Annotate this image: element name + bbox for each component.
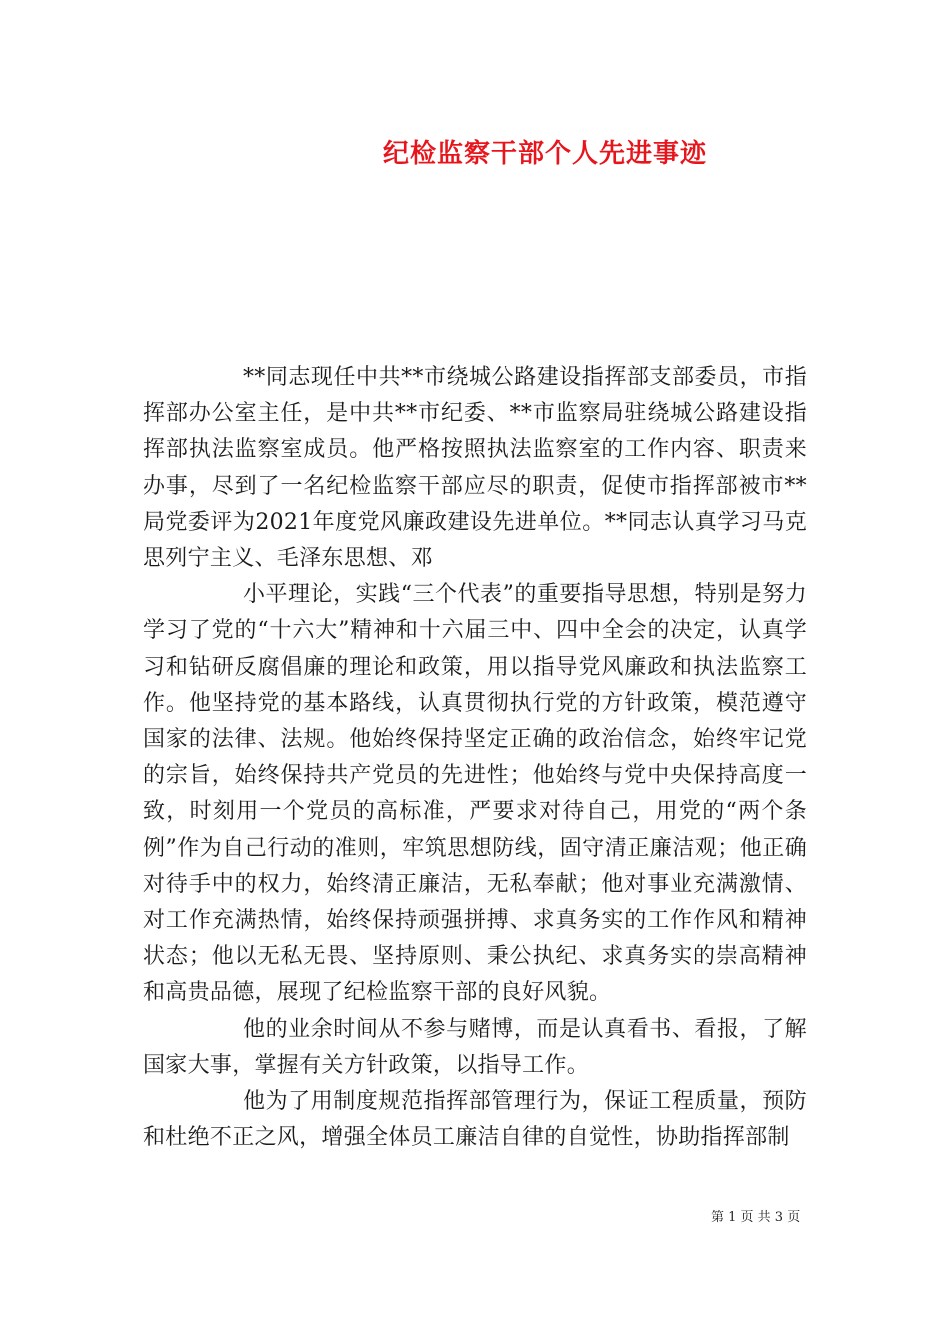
page-footer: 第 1 页 共 3 页	[711, 1210, 801, 1225]
document-body	[143, 360, 807, 1156]
document-title: 纪检监察干部个人先进事迹	[382, 139, 707, 169]
paragraph-3: 他的业余时间从不参与赌博，而是认真看书、看报，了解国家大事，掌握有关方针政策，以指导工作。	[143, 1016, 807, 1078]
paragraph-4: 他为了用制度规范指挥部管理行为，保证工程质量，预防和杜绝不正之风，增强全体员工廉洁自律的自觉性，协助指挥部制	[143, 1089, 807, 1151]
paragraph-2: 小平理论，实践“三个代表”的重要指导思想，特别是努力学习了党的“十六大”精神和十六届三中、四中全会的决定，认真学习和钻研反腐倡廉的理论和政策，用以指导党风廉政和执法监察工作。他坚持党的基本路线，认真贯彻执行党的方针政策，模范遵守国家的法律、法规。他始终保持坚定正确的政治信念，始终牢记党的宗旨，始终保持共产党员的先进性；他始终与党中央保持高度一致，时刻用一个党员的高标准，严要求对待自己，用党的“两个条例”作为自己行动的准则，牢筑思想防线，固守清正廉洁观；他正确对待手中的权力，始终清正廉洁，无私奉献；他对事业充满激情、对工作充满热情，始终保持顽强拼搏、求真务实的工作作风和精神状态；他以无私无畏、坚持原则、秉公执纪、求真务实的崇高精神和高贵品德，展现了纪检监察干部的良好风貌。	[143, 582, 807, 1006]
paragraph-1: **同志现任中共**市绕城公路建设指挥部支部委员，市指挥部办公室主任，是中共**市纪委、**市监察局驻绕城公路建设指挥部执法监察室成员。他严格按照执法监察室的工作内容、职责来办事，尽到了一名纪检监察干部应尽的职责，促使市指挥部被市**局党委评为2021年度党风廉政建设先进单位。**同志认真学习马克思列宁主义、毛泽东思想、邓	[143, 365, 807, 572]
